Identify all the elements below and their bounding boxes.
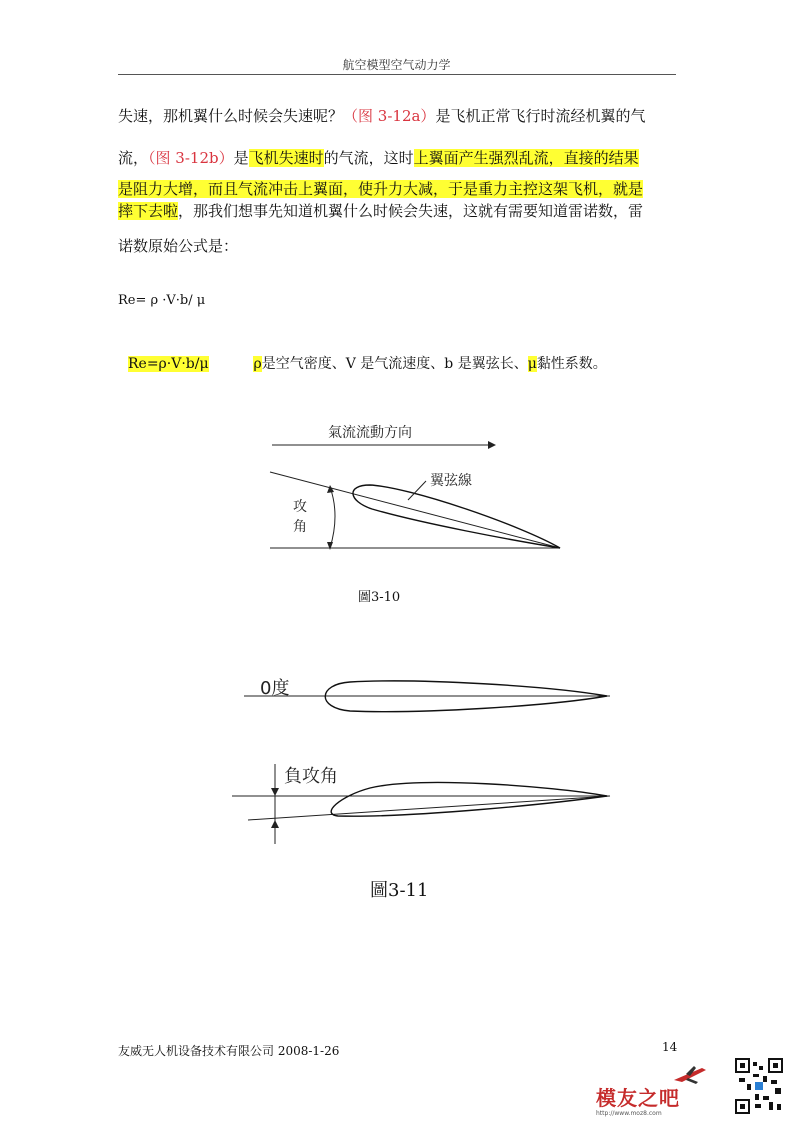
figure-3-10-caption: 圖3-10 [358, 590, 401, 605]
text-segment: 流， [118, 149, 149, 167]
formula-description-end: 黏性系数。 [536, 356, 607, 372]
mu-symbol: μ [527, 356, 537, 372]
site-url: http://www.moz8.com [596, 1110, 662, 1117]
text-segment: ，那我们想事先知道机翼什么时候会失速，这就有需要知道雷诺数，雷 [178, 202, 644, 220]
figure-ref-3-12b: （图 3-12b） [148, 149, 234, 167]
text-segment: 失速，那机翼什么时候会失速呢？ [118, 107, 344, 125]
aoa-label-char-1: 攻 [293, 499, 307, 515]
angle-of-attack-arc [330, 487, 335, 548]
header-divider [118, 74, 676, 75]
paragraph-line-3 [118, 179, 643, 199]
text-segment: 的气流，这时 [323, 149, 414, 167]
flow-direction-label: 氣流流動方向 [328, 425, 412, 441]
rho-symbol: ρ [253, 356, 262, 372]
zero-degree-label: 0度 [260, 678, 290, 699]
chord-line [270, 472, 560, 548]
paragraph-line-4 [118, 201, 643, 221]
airfoil-shape [353, 485, 560, 548]
reynolds-formula-highlight: Re=ρ·V·b/μ [128, 356, 209, 372]
highlighted-text: 是阻力大增，而且气流冲击上翼面，使升力大减，于是重力主控这架飞机，就是 [118, 180, 644, 198]
negative-aoa-label: 負攻角 [284, 766, 338, 787]
highlighted-text: 摔下去啦 [118, 202, 179, 220]
formula-description: 是空气密度、V 是气流速度、b 是翼弦长、 [261, 356, 528, 372]
reynolds-formula-plain: Re= ρ ·V·b/ μ [118, 293, 206, 308]
qr-code-icon [735, 1058, 783, 1114]
aoa-label-char-2: 角 [293, 519, 307, 535]
chord-label-leader [408, 481, 426, 500]
figure-3-11-airfoil-zero-negative [230, 668, 620, 853]
figure-3-11-caption: 圖3-11 [370, 880, 429, 901]
negative-aoa-chord-line [248, 796, 610, 820]
footer-company: 友威无人机设备技术有限公司 2008-1-26 [118, 1044, 340, 1058]
indicator-arrow-up [271, 820, 279, 828]
flow-direction-arrowhead [488, 441, 496, 449]
highlighted-text: 上翼面产生强烈乱流，直接的结果 [413, 149, 639, 167]
indicator-arrow-down [271, 788, 279, 796]
highlighted-text: 飞机失速时 [248, 149, 324, 167]
page-header-title: 航空模型空气动力学 [342, 58, 451, 72]
chord-line-label: 翼弦線 [430, 473, 472, 489]
text-segment: 是飞机正常飞行时流经机翼的气 [435, 107, 646, 125]
paragraph-line-1 [118, 106, 645, 126]
reynolds-formula-explained [128, 353, 607, 373]
angle-arc-arrow-bottom [327, 542, 333, 550]
page-number: 14 [662, 1040, 678, 1054]
figure-3-10-airfoil-aoa [260, 415, 590, 560]
paragraph-line-2 [118, 148, 639, 168]
text-segment: 是 [233, 149, 249, 167]
paragraph-line-5: 诺数原始公式是： [118, 237, 239, 255]
figure-ref-3-12a: （图 3-12a） [343, 107, 436, 125]
site-logo: 模友之吧 [596, 1086, 680, 1110]
